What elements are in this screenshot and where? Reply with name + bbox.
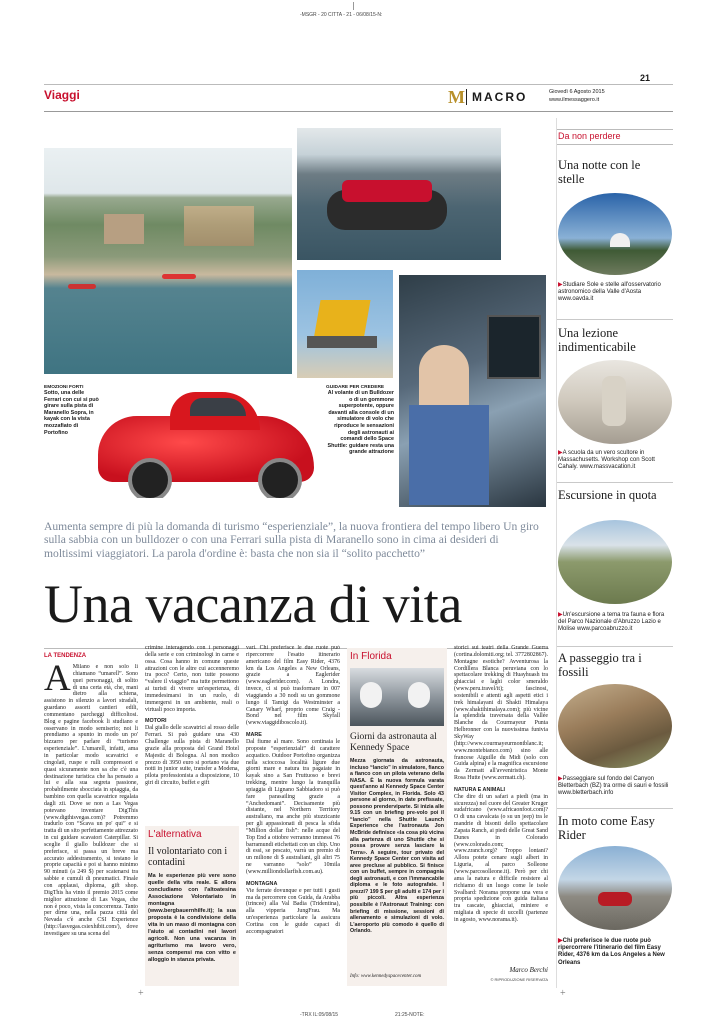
alternativa-text: Ma le esperienze più vere sono quelle della vita reale. E allora concludiamo con l'altoatesina Associazione Volontariato in montagna (www.bergbauernhilfe.it); la sua proposta è la condivisione della vita in un maso di montagna con l'aiuto ai contadini nei lavori agricoli. Non una vacanza in agriturismo ma lavoro vero, senza compensi ma con vitto e alloggio in stanza privata.	[148, 873, 236, 963]
florida-title: In Florida	[350, 651, 392, 662]
arrow-right-icon: ▶	[558, 282, 563, 288]
sidebar-caption-fossili	[558, 776, 670, 798]
sidebar-divider	[556, 118, 557, 988]
sidebar-caption-stelle	[558, 282, 670, 304]
footer-right: 21:25-NOTE:	[395, 1012, 425, 1018]
masthead-divider	[466, 89, 467, 105]
sidebar-photo-moto	[558, 846, 672, 930]
sidebar-caption-moto	[558, 938, 670, 967]
bulldozer-photo	[297, 270, 393, 378]
standfirst: Aumenta sempre di più la domanda di turismo “esperienziale”, la nuova frontiera del tempo libero	[44, 520, 501, 533]
simulator-photo	[399, 275, 546, 507]
subhead-motori: MOTORI	[145, 718, 167, 725]
article-column-3	[246, 645, 340, 990]
article-column-1	[44, 664, 138, 990]
crop-mark: +	[560, 988, 566, 999]
sidebar-text-quota: Un'escursione a tema tra fauna e flora del Parco Nazionale d'Abruzzo Lazio e Molise www.parcoabruzzo.it	[558, 612, 665, 633]
sidebar-head-lezione: Una lezione indimenticabile	[558, 326, 636, 354]
footer-left: -TRX IL:05/08/15	[300, 1012, 339, 1018]
crop-mark	[353, 2, 354, 10]
right-caption-label: GUIDARE PER CREDERE	[326, 385, 385, 390]
masthead-url: www.ilmessaggero.it	[549, 97, 600, 103]
sidebar-caption-lezione	[558, 450, 670, 472]
kayak-photo	[44, 148, 292, 374]
boat-photo	[297, 128, 501, 260]
sidebar-photo-quota	[558, 520, 672, 604]
column-1-text: Milano e non solo li chiamano “umarell”. Sono quei personaggi, di solito di una certa età, che, mani dietro alla schiena, assistono in silenzio a lavori stradali, guardano assorti cantieri edili, commentano parcheggi difficoltosi. Blog e pagine facebook li studiano e osservano in modo semiserio; noi li prendiamo a spunto in modo un po' bizzarro per parlare di “turismo esperienziale”. L'umarell, infatti, ama in particolar modo scavatrici e cingolati, ruspe e rulli compressori e quasi sicuramente non sa che c'è una destinazione turistica che ha pensato a lui e alla sua segreta passione, probabilmente sbocciata in spiaggia, da bambino con quella scavatrice regalata dagli zii. Dove se non a Las Vegas potevano inventare DigThis (www.digthisvegas.com)? Potremmo tradurlo con “Scava un po' qui” e si tratta di un sito perfettamente attrezzato in cui guidare scavatori Caterpillar. Si sceglie il giallo bulldozer che si preferisce, si passa un breve ma accurato addestramento, si testano le proprie capacità e poi si hanno minimo 90 minuti (a 249 $) per scatenarsi tra sabbie e cumuli di pneumatici. Finale con applausi, diploma, gift shop. DigThis ha vinto il premio 2015 come miglior attrazione di Las Vegas, che non è poco, vista la concorrenza. Tanto per dirne una, nella pazza città del Nevada c'è anche CSI Experience (http://lasvegas.csiexhibit.com/), dove investigare su una scena del	[44, 664, 138, 937]
sidebar-head-fossili: A passeggio tra i fossili	[558, 651, 642, 679]
florida-text: Mezza giornata da astronauta, incluso “lancio” in simulatore, fianco a fianco con un pilota veterano della NASA. È la nuova formula varata quest'anno al Kennedy Space Center Visitor Complex, in Florida. Solo 43 persone al giorno, in date prefissate, possono prenderviparte. Si inizia alle 9.15 con un briefing pre-volo poi il “lancio” nella Shuttle Launch Experience che l'astronauta Jon McBride definisce «la cosa più vicina alla partenza di uno Shuttle che si possa provare senza lasciare la Terra». A seguire, tour privato del Kennedy Space Center con visita ad aree precluse al pubblico. Si finisce con un buffet, sempre in compagnia degli astronauti, e con l'immancabile diploma e le foto autografate. I prezzi? 199 $ per gli adulti e 174 per i più piccoli. Altra esperienza possibile è l'Astronaut Training: con briefing di missione, sessioni di allenamento e simulazioni di volo. L'aeroporto più comodo è quello di Orlando.	[350, 758, 444, 935]
arrow-right-icon: ▶	[558, 612, 563, 618]
column-3-mare-text: Dal fiume al mare. Sono centinaia le proposte “esperienziali” di carattere acquatico. Outdoor Portofino organizza nella scioccosa località ligure due giorni mare e natura tra pagaiate in kayak sino a San Fruttuoso e brevi trekking, mentre lungo la tranquilla spiaggia di Lignano Sabbiadoro si può fare parasailing grazie a “Anchedomani”. Decisamente più distante, nel Northern Territory australiano, ma anche più stuzzicante per gli appassionati di pesca la sfida “Million dollar fish”: nelle acque del Top End a ottobre verranno immessi 76 barramundi etichettati con un chip. Uno di essi, se pescato, varrà un premio di un milione di $ australiani, gli altri 75 ne varranno “solo” 10mila (www.milliondollarfish.com.au).	[246, 738, 340, 875]
column-3-montagna-text: Vie ferrate dovunque e per tutti i gusti ma da percorrere con Guida, da Arabba (trincee) alla Val Badia (Tridentina), alla vipperia JungFrau. Ma un'esperienza particolare la assicura Cortina con le guide capaci di accompagnatori	[246, 887, 340, 935]
subhead-mare: MARE	[246, 732, 262, 739]
florida-head: Giorni da astronauta al Kennedy Space	[350, 732, 437, 753]
masthead-date: Giovedì 6 Agosto 2015	[549, 89, 605, 95]
alternativa-box	[145, 826, 239, 986]
column-4-natura-text: Che dire di un safari a piedi (ma in sicurezza) nel cuore del Greater Kruger sudafricano (www.africaonfoot.com)? O di una cavalcata (o su un jeep) tra le mandrie di bisonti dello spettacolare Zapata Ranch, ai piedi delle Great Sand Dunes in Colorado (www.colorado.com; www.zranch.org)? Troppo lontani? Allora potete cenare sugli alberi in Liguria, al parco Solleone (www.parcosolleone.it). Però per chi ama la natura e difficile resistere al richiamo di un luogo come le isole Svalbard: Norama propone una vera e propria spedizione con guida italiana tra cascate, ghiacciai, miniere e migliaia di specie di uccelli (partenze in agosto, www.norama.it).	[454, 793, 548, 923]
section-title: Viaggi	[44, 88, 80, 102]
sidebar-text-fossili: Passeggiare sul fondo del Canyon Bletterbach (BZ) tra orme di sauri e fossili www.bletterbach.info	[558, 776, 669, 797]
sidebar-caption-quota	[558, 612, 670, 634]
arrow-right-icon: ▶	[558, 938, 563, 944]
sidebar-head-quota: Escursione in quota	[558, 488, 657, 502]
sidebar-text-stelle: Studiare Sole e stelle all'osservatorio astronomico della Valle d'Aosta www.oavda.it	[558, 282, 661, 303]
article-kicker: LA TENDENZA	[44, 653, 87, 659]
byline: Marco Berchi	[509, 966, 548, 974]
copyright: © RIPRODUZIONE RISERVATA	[490, 977, 548, 982]
topline: -MSGR - 20 CITTA - 21 - 06/08/15-N:	[300, 12, 383, 18]
alternativa-head: Il volontariato con i contadini	[148, 846, 228, 868]
column-3-text: vari. Chi preferisce le due ruote può ripercorrere l'esatto itinerario americano del film Easy Rider, 4376 km da Los Angeles a New Orleans, grazie a Eaglerider (www.eaglerider.com). A Londra, invece, ci si può trasformare in 007 viaggiando a 30 nodi su un gommone lungo il Tamigi da Westminster a Canary Wharf, proprio come Craig - Bond nel film Skyfall (www.viaggidiboscolo.it).	[246, 645, 340, 727]
column-2-motori-text: Dal giallo delle scavatrici al rosso delle Ferrari. Si può guidare una 430 Challenge sulla pista di Maranello grazie alla proposta del Grand Hotel Majestic di Bologna. Al non modico prezzo di 3950 euro si portano via due notti in junior suite, transfer a Modena, pilota professionista a disposizione, 10 giri di circuito, buffet e gift	[145, 725, 239, 787]
arrow-right-icon: ▶	[558, 776, 563, 782]
sidebar-text-lezione: A scuola da un vero scultore in Massachusetts. Workshop con Scott Cahaly. www.massvacation.it	[558, 450, 655, 471]
arrow-right-icon: ▶	[558, 450, 563, 456]
sidebar-head-moto: In moto come Easy Rider	[558, 814, 655, 842]
crop-mark: +	[138, 988, 144, 999]
article-column-4	[454, 645, 548, 960]
sidebar-photo-lezione	[558, 360, 672, 444]
florida-info: Info: www.kennedyspacecenter.com	[350, 974, 422, 979]
column-4-text: storici sui teatri della Grande Guerra (cortina.dolomiti.org; tel. 3772802867). Montagne esotiche? Avventurosa la Cordillera Blanca peruviana con lo spettacolare trekking di Huayhuash tra ghiacciai e laghi color smeraldo (www.peru.travel/it); fascinosi, sostenibili e attenti agli aspetti etici i trek himalayani di Shakti Himalaya (www.shaktihimalaya.com); più vicine la splendida traversata della Vallée Blanche da Courmayeur Punta Helbronner con la nuovissima funivia SkyWay (http://www.courmayeurmontblanc.it; www.montebianco.com) sino alle francese Aiguille du Midi (solo con Guida alpina) e la magnifica escursione da Zermatt all'avveniristica Monte Rosa Hutte (www.zermatt.ch).	[454, 645, 548, 782]
florida-box	[347, 648, 447, 986]
sidebar-text-moto: Chi preferisce le due ruote può ripercorrere l'itinerario del film Easy Rider, 4376 km da Los Angeles a New Orleans	[558, 938, 665, 966]
subhead-natura: NATURA E ANIMALI	[454, 786, 506, 793]
left-caption-label: EMOZIONI FORTI	[44, 385, 84, 390]
ferrari-photo	[98, 378, 316, 498]
alternativa-title: L'alternativa	[148, 829, 202, 840]
article-column-2	[145, 645, 239, 821]
article-headline: Una vacanza di vita	[44, 574, 462, 634]
column-2-text: crimine interagendo con i personaggi della serie e con criminologi in carne e ossa. Cosa hanno in comune queste attrazioni con le altre cui accenneremo tra poco? Certo, non tutte possono “valere il viaggio” ma tutte permettono ai turisti di vivere un'esperienza, di immedesimarsi in un ruolo, di immergersi in un ambiente, reali o virtuali poco importa.	[145, 645, 239, 713]
sidebar-title: Da non perdere	[558, 131, 621, 141]
dropcap: A	[44, 664, 71, 699]
sidebar-head-stelle: Una notte con le stelle	[558, 158, 641, 186]
masthead-name: MACRO	[472, 90, 528, 104]
sidebar-photo-fossili	[558, 684, 672, 768]
page-number: 21	[640, 73, 651, 83]
florida-photo	[350, 668, 444, 726]
left-caption-text: Sotto, una delle Ferrari con cui si può girare sulla pista di Maranello Sopra, in kayak con la vista mozzafiato di Portofino	[44, 390, 99, 436]
subhead-montagna: MONTAGNA	[246, 880, 278, 887]
article-standfirst	[44, 520, 549, 560]
left-caption	[44, 385, 100, 436]
subhead: Un giro sulla sabbia con un bulldozer o con una Ferrari sulla pista di Maranello sono in cima ai desideri di moltissimi viaggiatori. La parola d'ordine è: basta che non sia il “solito pacchetto”	[44, 520, 539, 560]
masthead-logo: M	[448, 87, 465, 107]
right-caption	[326, 385, 394, 456]
sidebar-photo-stelle	[558, 193, 672, 275]
right-caption-text: Al volante di un Bulldozer o di un gommone superpotente, oppure davanti alla console di un simulatore di volo che riproduce le sensazioni degli astronauti ai comandi dello Space Shuttle: guidare resta una grande attrazione	[327, 390, 394, 456]
